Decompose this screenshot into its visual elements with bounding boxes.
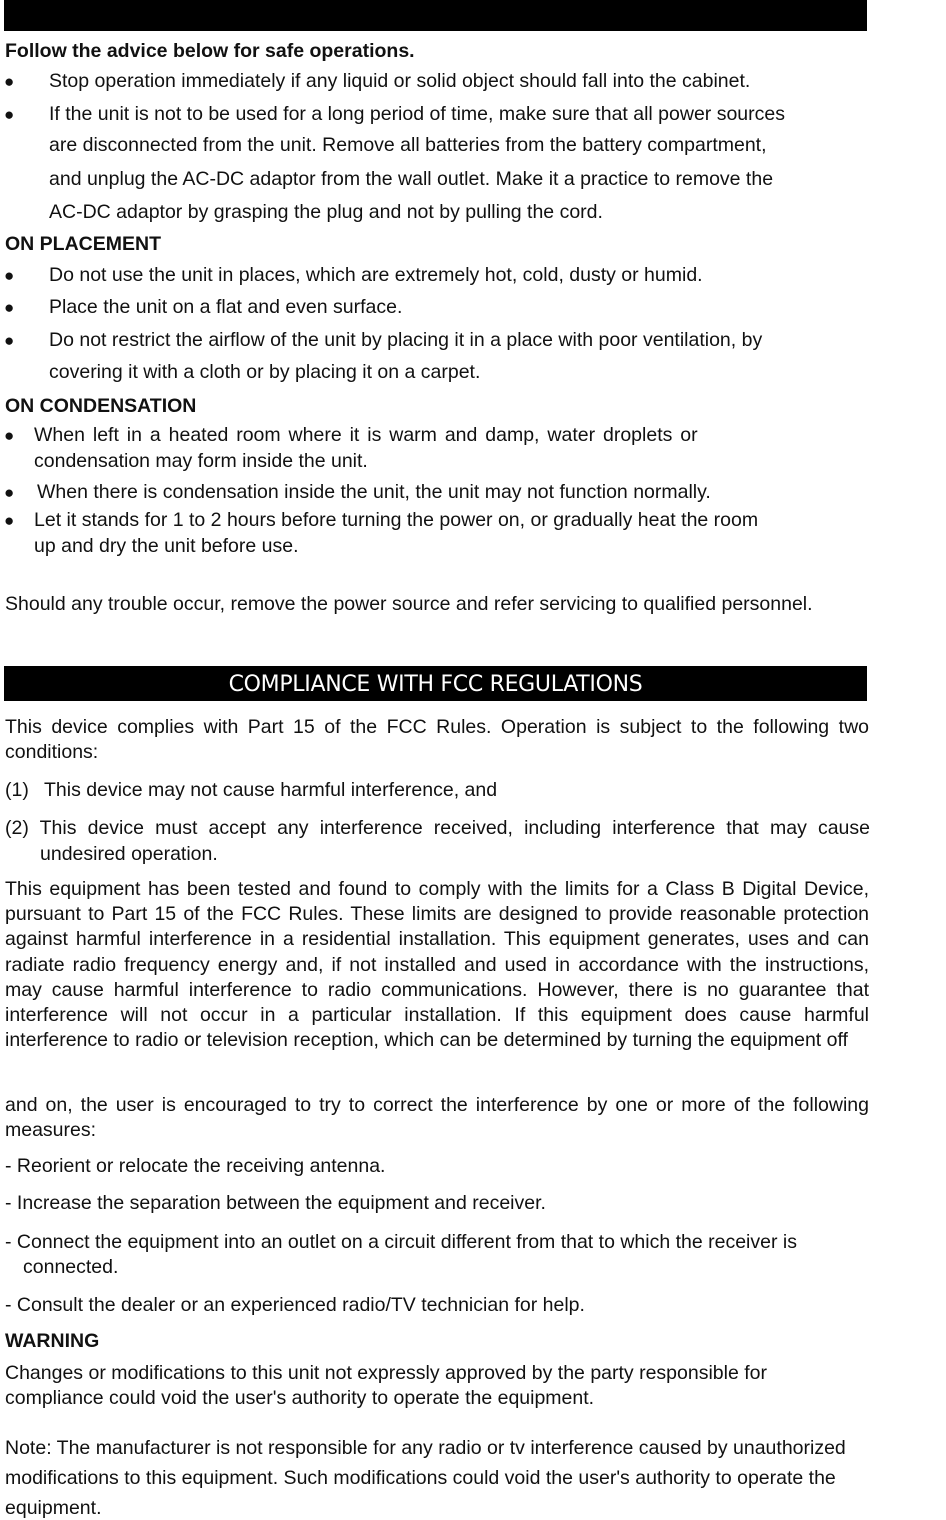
placement-item-3-line-2: covering it with a cloth or by placing it on a carpet.: [49, 361, 481, 383]
general-item-1: Stop operation immediately if any liquid or solid object should fall into the cabinet.: [49, 70, 751, 92]
bullet-icon: ●: [4, 483, 15, 502]
condition-1: This device may not cause harmful interference, and: [44, 779, 498, 801]
condition-1-number: (1): [5, 779, 29, 801]
placement-item-1: Do not use the unit in places, which are extremely hot, cold, dusty or humid.: [49, 264, 703, 286]
bullet-icon: ●: [4, 105, 15, 124]
placement-item-2: Place the unit on a flat and even surface.: [49, 296, 403, 318]
bullet-icon: ●: [4, 331, 15, 350]
measure-item: - Consult the dealer or an experienced radio/TV technician for help.: [5, 1294, 585, 1316]
note-line-3: equipment.: [5, 1497, 102, 1519]
condensation-item-2: When there is condensation inside the unit, the unit may not function normally.: [37, 481, 711, 503]
general-item-2-line-3: and unplug the AC-DC adaptor from the wall outlet. Make it a practice to remove the: [49, 168, 774, 190]
equipment-paragraph: This equipment has been tested and found to comply with the limits for a Class B Digital Device, pursuant to Part 15 of the FCC Rules. These limits are designed to provide reasonable protection against harmful interference in a residential installation. This equipment generates, uses and can radiate radio frequency energy and, if not installed and used in accordance with the instructions, may cause harmful interference to radio communications. However, there is no guarantee that interference will not occur in a particular installation. If this equipment does cause harmful interference to radio or television reception, which can be determined by turning the equipment off: [5, 878, 869, 1052]
bullet-icon: ●: [4, 72, 15, 91]
note-line-2: modifications to this equipment. Such modifications could void the user's authority to operate the: [5, 1467, 836, 1489]
note-line-1: Note: The manufacturer is not responsible for any radio or tv interference caused by unauthorized: [5, 1437, 846, 1459]
measure-item: - Connect the equipment into an outlet on a circuit different from that to which the receiver is connected.: [5, 1231, 797, 1279]
condensation-heading: ON CONDENSATION: [5, 395, 197, 417]
bullet-icon: ●: [4, 266, 15, 285]
measure-item: - Reorient or relocate the receiving antenna.: [5, 1155, 386, 1177]
fcc-intro: This device complies with Part 15 of the FCC Rules. Operation is subject to the following two conditions:: [5, 716, 869, 764]
general-item-2-line-2: are disconnected from the unit. Remove all batteries from the battery compartment,: [49, 134, 767, 156]
measure-item: - Increase the separation between the equipment and receiver.: [5, 1192, 546, 1214]
warning-heading: WARNING: [5, 1330, 100, 1352]
bullet-icon: ●: [4, 298, 15, 317]
safety-intro: Follow the advice below for safe operations.: [5, 40, 415, 62]
trouble-paragraph: Should any trouble occur, remove the power source and refer servicing to qualified personnel.: [5, 593, 813, 615]
general-item-2-line-4: AC-DC adaptor by grasping the plug and not by pulling the cord.: [49, 201, 603, 223]
placement-heading: ON PLACEMENT: [5, 233, 161, 255]
condensation-item-1-line-1: When left in a heated room where it is warm and damp, water droplets or: [34, 424, 698, 446]
fcc-heading: COMPLIANCE WITH FCC REGULATIONS: [4, 666, 867, 701]
bullet-icon: ●: [4, 426, 15, 445]
bullet-icon: ●: [4, 511, 15, 530]
encouraged-paragraph: and on, the user is encouraged to try to correct the interference by one or more of the following measures:: [5, 1094, 869, 1142]
general-item-2-line-1: If the unit is not to be used for a long period of time, make sure that all power sources: [49, 103, 785, 125]
top-header-bar: [4, 0, 867, 31]
condensation-item-3-line-1: Let it stands for 1 to 2 hours before turning the power on, or gradually heat the room: [34, 509, 759, 531]
condensation-item-3-line-2: up and dry the unit before use.: [34, 535, 299, 557]
condensation-item-1-line-2: condensation may form inside the unit.: [34, 450, 368, 472]
placement-item-3-line-1: Do not restrict the airflow of the unit by placing it in a place with poor ventilation, by: [49, 329, 763, 351]
condition-2: (2) This device must accept any interference received, including interference that may cause undesired operation.: [5, 817, 870, 865]
warning-paragraph: Changes or modifications to this unit not expressly approved by the party responsible for compliance could void the user's authority to operate the equipment.: [5, 1362, 767, 1410]
